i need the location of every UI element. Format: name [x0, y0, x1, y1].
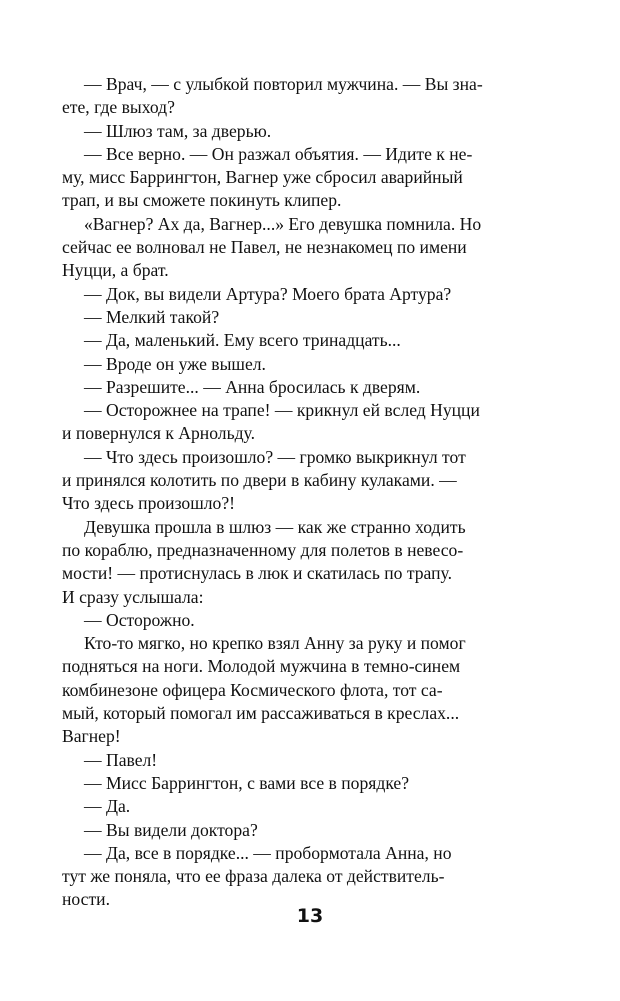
text-line: — Осторожно.: [84, 609, 195, 630]
text-line: и повернулся к Арнольду.: [62, 423, 255, 444]
text-line: трап, и вы сможете покинуть клипер.: [62, 190, 342, 211]
text-line: Вагнер!: [62, 726, 121, 747]
text-line: — Док, вы видели Артура? Моего брата Артура?: [84, 283, 452, 304]
text-line: — Мисс Баррингтон, с вами все в порядке?: [84, 772, 410, 793]
text-line: — Врач, — с улыбкой повторил мужчина. — Вы зна-: [84, 74, 483, 94]
text-line: — Павел!: [84, 749, 158, 770]
text-line: — Разрешите... — Анна бросилась к дверям.: [84, 376, 421, 397]
text-line: тут же поняла, что ее фраза далека от действитель-: [62, 866, 445, 887]
text-line: ности.: [62, 889, 110, 910]
text-line: мый, который помогал им рассаживаться в креслах...: [62, 703, 460, 724]
text-line: ете, где выход?: [62, 97, 175, 118]
text-line: — Да.: [84, 796, 131, 817]
text-line: Что здесь произошло?!: [62, 493, 236, 514]
text-line: «Вагнер? Ах да, Вагнер...» Его девушка помнила. Но: [84, 213, 482, 234]
text-line: мости! — протиснулась в люк и скатилась по трапу.: [62, 563, 452, 584]
body-text: [62, 73, 550, 912]
text-line: Девушка прошла в шлюз — как же странно ходить: [84, 516, 466, 537]
text-line: — Мелкий такой?: [84, 306, 220, 327]
text-line: — Осторожнее на трапе! — крикнул ей вслед Нуцци: [84, 400, 480, 421]
text-line: — Что здесь произошло? — громко выкрикнул тот: [84, 446, 466, 467]
text-line: — Вроде он уже вышел.: [84, 353, 266, 374]
text-line: — Да, все в порядке... — пробормотала Анна, но: [84, 842, 452, 863]
page-number: 13: [296, 905, 324, 927]
text-line: подняться на ноги. Молодой мужчина в темно-синем: [62, 656, 461, 677]
text-line: — Шлюз там, за дверью.: [84, 120, 272, 141]
text-line: и принялся колотить по двери в кабину кулаками. —: [62, 470, 457, 491]
text-line: — Вы видели доктора?: [84, 819, 258, 840]
text-line: му, мисс Баррингтон, Вагнер уже сбросил аварийный: [62, 167, 463, 188]
text-line: комбинезоне офицера Космического флота, тот са-: [62, 679, 443, 700]
text-line: по кораблю, предназначенному для полетов в невесо-: [62, 539, 464, 560]
text-line: — Все верно. — Он разжал объятия. — Идите к не-: [84, 143, 473, 164]
text-line: И сразу услышала:: [62, 586, 204, 607]
text-line: сейчас ее волновал не Павел, не незнакомец по имени: [62, 237, 467, 258]
text-line: — Да, маленький. Ему всего тринадцать...: [84, 330, 401, 351]
text-line: Нуцци, а брат.: [62, 260, 169, 281]
text-line: Кто-то мягко, но крепко взял Анну за руку и помог: [84, 633, 466, 654]
